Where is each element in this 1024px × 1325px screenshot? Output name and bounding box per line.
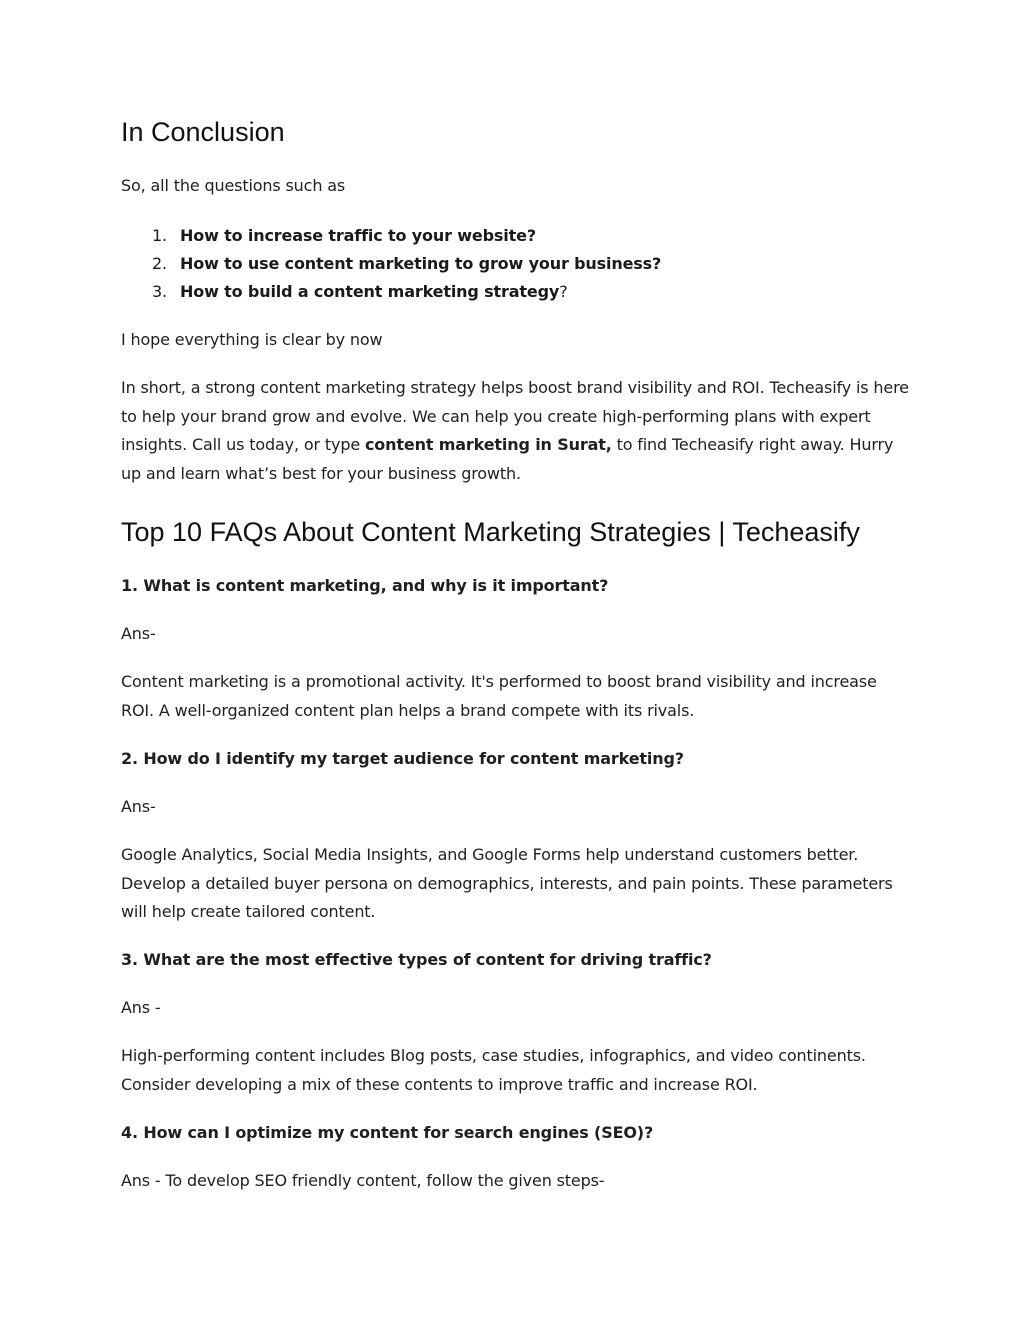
faq-answer: Google Analytics, Social Media Insights, and Google Forms help understand customers better. Develop a detailed buyer persona on demographics, interests, and pain points. These parameters will help create tailored content.	[121, 845, 893, 921]
list-item-suffix: ?	[559, 282, 568, 301]
list-item	[121, 278, 661, 306]
faq-answer-label: Ans - To develop SEO friendly content, follow the given steps-	[121, 1171, 605, 1190]
list-number: 2.	[152, 254, 167, 273]
list-item	[121, 250, 661, 278]
faq-question: 4. How can I optimize my content for search engines (SEO)?	[121, 1123, 654, 1142]
conclusion-summary	[121, 374, 911, 488]
list-number: 3.	[152, 282, 167, 301]
summary-text-end: to find Techeasify right away. Hurry up and learn what’s best for your business growth.	[121, 435, 894, 483]
faq-answer-label: Ans-	[121, 797, 156, 816]
list-item	[121, 222, 661, 250]
faq-answer: High-performing content includes Blog posts, case studies, infographics, and video continents. Consider developing a mix of these contents to improve traffic and increase ROI.	[121, 1046, 866, 1094]
list-item-text: How to build a content marketing strategy	[180, 282, 560, 301]
faq-answer: Content marketing is a promotional activity. It's performed to boost brand visibility and increase ROI. A well-organized content plan helps a brand compete with its rivals.	[121, 672, 877, 720]
faqs-heading: Top 10 FAQs About Content Marketing Strategies | Techeasify	[121, 517, 860, 547]
faq-answer-label: Ans-	[121, 624, 156, 643]
conclusion-hope: I hope everything is clear by now	[121, 330, 383, 349]
faq-question: 1. What is content marketing, and why is it important?	[121, 576, 609, 595]
faq-answer-label: Ans -	[121, 998, 161, 1017]
summary-text: In short, a strong content marketing strategy helps boost brand visibility and ROI. Techeasify is here to help your brand grow and evolve. We can help you create high-performing plans with expert insights. Call us today, or type	[121, 378, 909, 454]
faq-question: 3. What are the most effective types of content for driving traffic?	[121, 950, 712, 969]
list-number: 1.	[152, 226, 167, 245]
list-item-text: How to use content marketing to grow your business?	[180, 254, 662, 273]
questions-list	[121, 222, 661, 306]
faq-question: 2. How do I identify my target audience for content marketing?	[121, 749, 684, 768]
conclusion-intro: So, all the questions such as	[121, 176, 346, 195]
list-item-text: How to increase traffic to your website?	[180, 226, 536, 245]
conclusion-heading: In Conclusion	[121, 117, 285, 147]
summary-keyword: content marketing in Surat,	[364, 435, 612, 454]
